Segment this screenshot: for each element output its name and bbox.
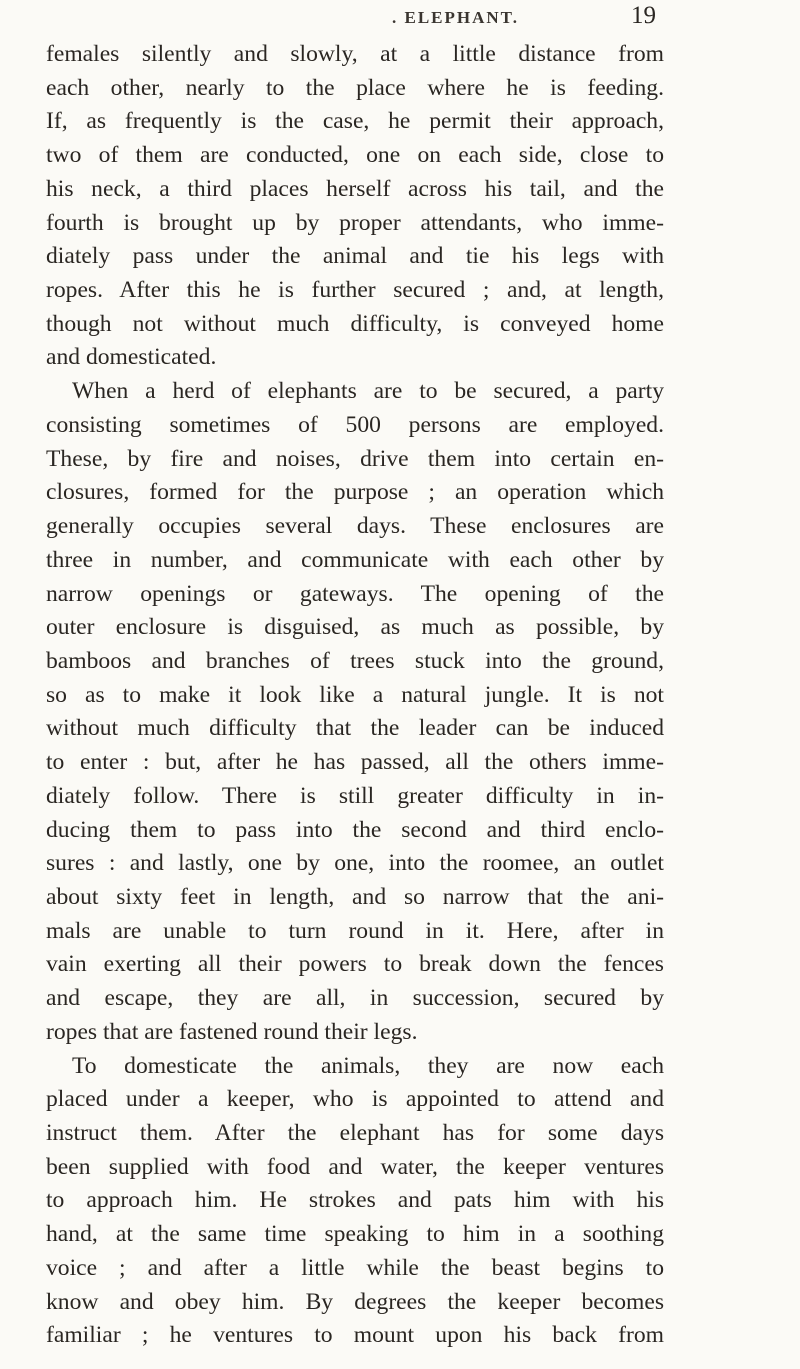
text-line: ropes that are fastened round their legs.	[46, 1018, 418, 1045]
text-line: so as to make it look like a natural jungle. It is not	[46, 681, 664, 708]
text-line: been supplied with food and water, the keeper ventures	[46, 1153, 664, 1180]
paragraph	[46, 38, 664, 375]
text-line: narrow openings or gateways. The opening of the	[46, 580, 664, 607]
text-line: generally occupies several days. These enclosures are	[46, 513, 664, 540]
text-line: females silently and slowly, at a little distance from	[46, 41, 664, 67]
text-line: familiar ; he ventures to mount upon his back from	[46, 1322, 664, 1349]
text-line: two of them are conducted, one on each side, close to	[46, 142, 664, 169]
page-number: 19	[631, 2, 656, 29]
text-line: consisting sometimes of 500 persons are employed.	[46, 411, 664, 438]
text-line: These, by fire and noises, drive them into certain en-	[46, 445, 664, 472]
body-text	[46, 38, 664, 1353]
text-line: diately pass under the animal and tie his legs with	[46, 243, 664, 270]
text-line: closures, formed for the purpose ; an operation which	[46, 479, 664, 506]
text-line: When a herd of elephants are to be secured, a party	[72, 378, 664, 405]
paragraph	[46, 1050, 664, 1353]
text-line: three in number, and communicate with each other by	[46, 546, 664, 573]
text-line: vain exerting all their powers to break down the fences	[46, 951, 664, 978]
text-line: diately follow. There is still greater difficulty in in-	[46, 782, 664, 809]
text-line: outer enclosure is disguised, as much as possible, by	[46, 614, 664, 641]
text-line: hand, at the same time speaking to him in a soothing	[46, 1221, 664, 1248]
text-line: and escape, they are all, in succession, secured by	[46, 985, 664, 1012]
text-line: about sixty feet in length, and so narrow that the ani-	[46, 883, 664, 910]
running-header	[0, 2, 800, 32]
text-line: placed under a keeper, who is appointed to attend and	[46, 1086, 664, 1113]
text-line: though not without much difficulty, is conveyed home	[46, 310, 664, 337]
text-line: voice ; and after a little while the beast begins to	[46, 1254, 664, 1281]
text-line: and domesticated.	[46, 344, 217, 371]
text-line: ducing them to pass into the second and third enclo-	[46, 816, 664, 843]
paragraph	[46, 375, 664, 1049]
text-line: to approach him. He strokes and pats him with his	[46, 1187, 664, 1214]
text-line: bamboos and branches of trees stuck into the ground,	[46, 647, 664, 674]
text-line: fourth is brought up by proper attendants, who imme-	[46, 209, 664, 236]
text-line: to enter : but, after he has passed, all the others imme-	[46, 749, 664, 776]
text-line: sures : and lastly, one by one, into the roomee, an outlet	[46, 850, 664, 877]
text-line: If, as frequently is the case, he permit their approach,	[46, 108, 664, 135]
text-line: without much difficulty that the leader can be induced	[46, 715, 664, 742]
text-line: To domesticate the animals, they are now each	[72, 1052, 664, 1079]
text-line: mals are unable to turn round in it. Here, after in	[46, 917, 664, 944]
text-line: his neck, a third places herself across his tail, and the	[46, 175, 664, 202]
text-line: instruct them. After the elephant has for some days	[46, 1120, 664, 1146]
text-line: know and obey him. By degrees the keeper becomes	[46, 1288, 664, 1315]
text-line: ropes. After this he is further secured ; and, at length,	[46, 277, 664, 304]
text-line: each other, nearly to the place where he is feeding.	[46, 74, 664, 101]
running-title: . ELEPHANT.	[392, 8, 520, 27]
